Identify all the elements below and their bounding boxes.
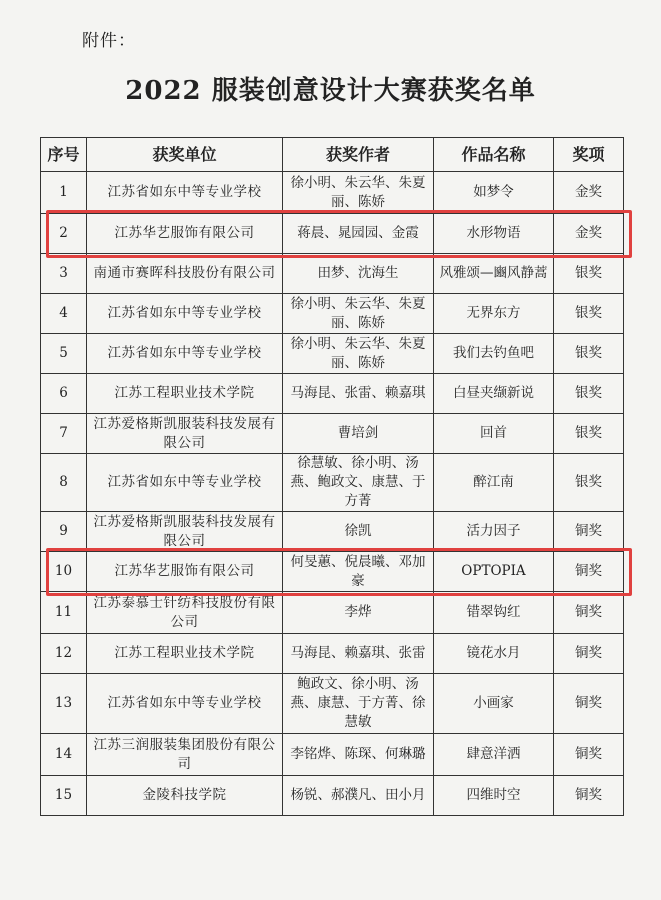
cell-award: 铜奖 bbox=[554, 734, 624, 776]
cell-work: 肆意洋洒 bbox=[434, 734, 554, 776]
table-row bbox=[41, 454, 624, 512]
header-authors: 获奖作者 bbox=[283, 138, 434, 172]
table-row bbox=[41, 294, 624, 334]
table-row bbox=[41, 734, 624, 776]
cell-work: 四维时空 bbox=[434, 776, 554, 816]
cell-work: 醉江南 bbox=[434, 454, 554, 512]
cell-award: 银奖 bbox=[554, 294, 624, 334]
table-row bbox=[41, 552, 624, 592]
cell-authors: 徐小明、朱云华、朱夏丽、陈娇 bbox=[283, 294, 434, 334]
cell-award: 银奖 bbox=[554, 454, 624, 512]
cell-authors: 曹培剑 bbox=[283, 414, 434, 454]
table-row bbox=[41, 414, 624, 454]
cell-award: 铜奖 bbox=[554, 776, 624, 816]
cell-authors: 马海昆、赖嘉琪、张雷 bbox=[283, 634, 434, 674]
header-work: 作品名称 bbox=[434, 138, 554, 172]
cell-authors: 李铭烨、陈琛、何琳璐 bbox=[283, 734, 434, 776]
header-no: 序号 bbox=[41, 138, 87, 172]
cell-no: 6 bbox=[41, 374, 87, 414]
table-row bbox=[41, 674, 624, 734]
cell-authors: 杨锐、郝濮凡、田小月 bbox=[283, 776, 434, 816]
cell-unit: 江苏省如东中等专业学校 bbox=[87, 674, 283, 734]
cell-no: 9 bbox=[41, 512, 87, 552]
cell-authors: 田梦、沈海生 bbox=[283, 254, 434, 294]
cell-unit: 江苏爱格斯凯服装科技发展有限公司 bbox=[87, 414, 283, 454]
cell-award: 铜奖 bbox=[554, 552, 624, 592]
cell-authors: 徐小明、朱云华、朱夏丽、陈娇 bbox=[283, 172, 434, 214]
cell-work: OPTOPIA bbox=[434, 552, 554, 592]
cell-no: 5 bbox=[41, 334, 87, 374]
cell-unit: 江苏省如东中等专业学校 bbox=[87, 172, 283, 214]
table-row bbox=[41, 214, 624, 254]
cell-authors: 徐小明、朱云华、朱夏丽、陈娇 bbox=[283, 334, 434, 374]
cell-award: 银奖 bbox=[554, 334, 624, 374]
cell-award: 金奖 bbox=[554, 214, 624, 254]
cell-unit: 江苏泰慕士针纺科技股份有限公司 bbox=[87, 592, 283, 634]
cell-authors: 徐慧敏、徐小明、汤燕、鲍政文、康慧、于方菁 bbox=[283, 454, 434, 512]
cell-unit: 江苏省如东中等专业学校 bbox=[87, 334, 283, 374]
table-row bbox=[41, 776, 624, 816]
cell-unit: 江苏工程职业技术学院 bbox=[87, 374, 283, 414]
cell-no: 4 bbox=[41, 294, 87, 334]
cell-work: 小画家 bbox=[434, 674, 554, 734]
cell-unit: 南通市赛晖科技股份有限公司 bbox=[87, 254, 283, 294]
table-row bbox=[41, 374, 624, 414]
cell-work: 镜花水月 bbox=[434, 634, 554, 674]
cell-no: 2 bbox=[41, 214, 87, 254]
cell-no: 15 bbox=[41, 776, 87, 816]
cell-unit: 江苏三润服装集团股份有限公司 bbox=[87, 734, 283, 776]
cell-no: 3 bbox=[41, 254, 87, 294]
cell-award: 铜奖 bbox=[554, 634, 624, 674]
cell-unit: 江苏爱格斯凯服装科技发展有限公司 bbox=[87, 512, 283, 552]
cell-work: 无界东方 bbox=[434, 294, 554, 334]
cell-award: 金奖 bbox=[554, 172, 624, 214]
attachment-label: 附件： bbox=[82, 31, 136, 51]
table-row bbox=[41, 172, 624, 214]
cell-work: 水形物语 bbox=[434, 214, 554, 254]
cell-no: 8 bbox=[41, 454, 87, 512]
table-row bbox=[41, 334, 624, 374]
cell-authors: 鲍政文、徐小明、汤燕、康慧、于方菁、徐慧敏 bbox=[283, 674, 434, 734]
table-row bbox=[41, 592, 624, 634]
cell-award: 铜奖 bbox=[554, 592, 624, 634]
cell-award: 银奖 bbox=[554, 374, 624, 414]
cell-no: 11 bbox=[41, 592, 87, 634]
award-table bbox=[40, 137, 624, 816]
header-award: 奖项 bbox=[554, 138, 624, 172]
table-header-row bbox=[41, 138, 624, 172]
table-row bbox=[41, 634, 624, 674]
cell-no: 12 bbox=[41, 634, 87, 674]
cell-work: 如梦令 bbox=[434, 172, 554, 214]
table-row bbox=[41, 512, 624, 552]
cell-authors: 何旻蕙、倪晨曦、邓加豪 bbox=[283, 552, 434, 592]
header-unit: 获奖单位 bbox=[87, 138, 283, 172]
cell-work: 回首 bbox=[434, 414, 554, 454]
cell-no: 7 bbox=[41, 414, 87, 454]
table-row bbox=[41, 254, 624, 294]
cell-work: 白昼夹缬新说 bbox=[434, 374, 554, 414]
cell-award: 铜奖 bbox=[554, 674, 624, 734]
cell-work: 活力因子 bbox=[434, 512, 554, 552]
cell-unit: 江苏工程职业技术学院 bbox=[87, 634, 283, 674]
cell-unit: 江苏华艺服饰有限公司 bbox=[87, 214, 283, 254]
cell-work: 错翠钩红 bbox=[434, 592, 554, 634]
cell-award: 铜奖 bbox=[554, 512, 624, 552]
cell-authors: 李烨 bbox=[283, 592, 434, 634]
cell-work: 风雅颂—豳风静蒿 bbox=[434, 254, 554, 294]
cell-authors: 马海昆、张雷、赖嘉琪 bbox=[283, 374, 434, 414]
cell-unit: 金陵科技学院 bbox=[87, 776, 283, 816]
cell-no: 10 bbox=[41, 552, 87, 592]
cell-no: 14 bbox=[41, 734, 87, 776]
document-title: 2022 服装创意设计大赛获奖名单 bbox=[125, 76, 536, 106]
cell-unit: 江苏省如东中等专业学校 bbox=[87, 454, 283, 512]
cell-no: 13 bbox=[41, 674, 87, 734]
cell-work: 我们去钓鱼吧 bbox=[434, 334, 554, 374]
cell-no: 1 bbox=[41, 172, 87, 214]
cell-award: 银奖 bbox=[554, 254, 624, 294]
cell-unit: 江苏华艺服饰有限公司 bbox=[87, 552, 283, 592]
cell-authors: 徐凯 bbox=[283, 512, 434, 552]
cell-authors: 蒋晨、晁园园、金霞 bbox=[283, 214, 434, 254]
cell-award: 银奖 bbox=[554, 414, 624, 454]
cell-unit: 江苏省如东中等专业学校 bbox=[87, 294, 283, 334]
